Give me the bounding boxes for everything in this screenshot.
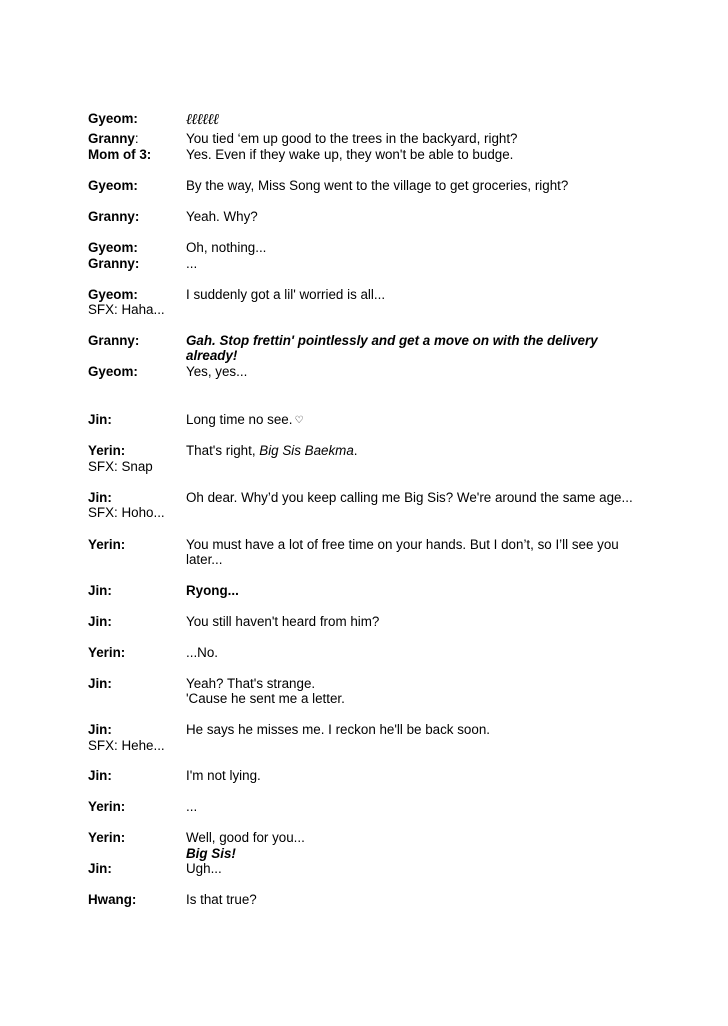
dialogue-line: [0, 131, 728, 147]
speaker-label: Granny:: [88, 333, 140, 348]
sfx-label: SFX: Hehe...: [88, 738, 165, 753]
dialogue-text: He says he misses me. I reckon he'll be back soon.: [186, 722, 490, 737]
speaker-label: Granny:: [88, 209, 140, 224]
dialogue-text: You must have a lot of free time on your hands. But I don’t, so I’ll see you: [186, 537, 619, 552]
dialogue-line: [0, 111, 728, 127]
dialogue-text: Yes. Even if they wake up, they won't be able to budge.: [186, 147, 514, 162]
dialogue-text: Long time no see. ♡: [186, 412, 304, 427]
dialogue-line: [0, 147, 728, 163]
sfx-label: SFX: Snap: [88, 459, 153, 474]
speaker-label: Granny:: [88, 131, 139, 146]
speaker-label: Jin:: [88, 768, 112, 783]
speaker-label: Yerin:: [88, 537, 126, 552]
speaker-label: Yerin:: [88, 443, 126, 458]
dialogue-text: Well, good for you...: [186, 830, 305, 845]
dialogue-text: ...: [186, 256, 198, 271]
dialogue-line: [0, 240, 728, 256]
dialogue-line: [0, 722, 728, 738]
speaker-label: Yerin:: [88, 830, 126, 845]
dialogue-line: [0, 443, 728, 459]
heart-outline-icon: ♡: [294, 415, 304, 426]
dialogue-line: [0, 537, 728, 553]
sfx-line: [0, 505, 728, 521]
dialogue-line: [0, 768, 728, 784]
dialogue-text: I'm not lying.: [186, 768, 261, 783]
dialogue-text: I suddenly got a lil' worried is all...: [186, 287, 386, 302]
dialogue-continuation: [0, 552, 728, 568]
dialogue-line: [0, 892, 728, 908]
dialogue-text: Gah. Stop frettin' pointlessly and get a move on with the delivery: [186, 333, 598, 348]
speaker-label: Yerin:: [88, 799, 126, 814]
dialogue-text: 'Cause he sent me a letter.: [186, 691, 345, 706]
dialogue-text: ...No.: [186, 645, 218, 660]
speaker-label: Jin:: [88, 412, 112, 427]
dialogue-line: [0, 490, 728, 506]
dialogue-continuation: [0, 691, 728, 707]
dialogue-line: [0, 287, 728, 303]
speaker-label: Granny:: [88, 256, 140, 271]
dialogue-line: [0, 614, 728, 630]
dialogue-line: [0, 412, 728, 428]
dialogue-text: By the way, Miss Song went to the village to get groceries, right?: [186, 178, 569, 193]
dialogue-line: [0, 364, 728, 380]
dialogue-text: Yeah? That's strange.: [186, 676, 316, 691]
dialogue-text: Yes, yes...: [186, 364, 248, 379]
dialogue-continuation: [0, 348, 728, 364]
speaker-label: Jin:: [88, 583, 112, 598]
dialogue-text: Ryong...: [186, 583, 239, 598]
speaker-label: Mom of 3:: [88, 147, 152, 162]
dialogue-line: [0, 209, 728, 225]
sfx-squiggle-text: ℓℓℓℓℓℓ: [186, 110, 219, 128]
dialogue-text: Oh dear. Why’d you keep calling me Big Sis? We're around the same age...: [186, 490, 633, 505]
sfx-line: [0, 738, 728, 754]
speaker-label: Jin:: [88, 676, 112, 691]
dialogue-text: That's right, Big Sis Baekma.: [186, 443, 358, 458]
speaker-label: Jin:: [88, 861, 112, 876]
dialogue-line: [0, 256, 728, 272]
dialogue-text: already!: [186, 348, 238, 363]
dialogue-line: [0, 333, 728, 349]
dialogue-text: You tied ‘em up good to the trees in the backyard, right?: [186, 131, 518, 146]
speaker-label: Gyeom:: [88, 240, 138, 255]
dialogue-line: [0, 645, 728, 661]
speaker-label: Gyeom:: [88, 178, 138, 193]
speaker-label: Yerin:: [88, 645, 126, 660]
dialogue-line: [0, 861, 728, 877]
sfx-label: SFX: Haha...: [88, 302, 165, 317]
dialogue-text: ...: [186, 799, 198, 814]
sfx-line: [0, 459, 728, 475]
dialogue-text: Big Sis!: [186, 846, 236, 861]
dialogue-text: You still haven't heard from him?: [186, 614, 380, 629]
dialogue-line: [0, 178, 728, 194]
dialogue-line: [0, 676, 728, 692]
sfx-label: SFX: Hoho...: [88, 505, 165, 520]
dialogue-line: [0, 799, 728, 815]
speaker-label: Jin:: [88, 614, 112, 629]
speaker-label: Gyeom:: [88, 364, 138, 379]
dialogue-text: Oh, nothing...: [186, 240, 267, 255]
speaker-label: Hwang:: [88, 892, 137, 907]
sfx-line: [0, 302, 728, 318]
dialogue-continuation: [0, 846, 728, 862]
dialogue-text: Ugh...: [186, 861, 222, 876]
speaker-label: Gyeom:: [88, 111, 138, 126]
dialogue-text: Yeah. Why?: [186, 209, 258, 224]
dialogue-text: Is that true?: [186, 892, 257, 907]
speaker-label: Gyeom:: [88, 287, 138, 302]
speaker-label: Jin:: [88, 490, 112, 505]
dialogue-line: [0, 830, 728, 846]
dialogue-text: later...: [186, 552, 223, 567]
dialogue-line: [0, 583, 728, 599]
speaker-label: Jin:: [88, 722, 112, 737]
